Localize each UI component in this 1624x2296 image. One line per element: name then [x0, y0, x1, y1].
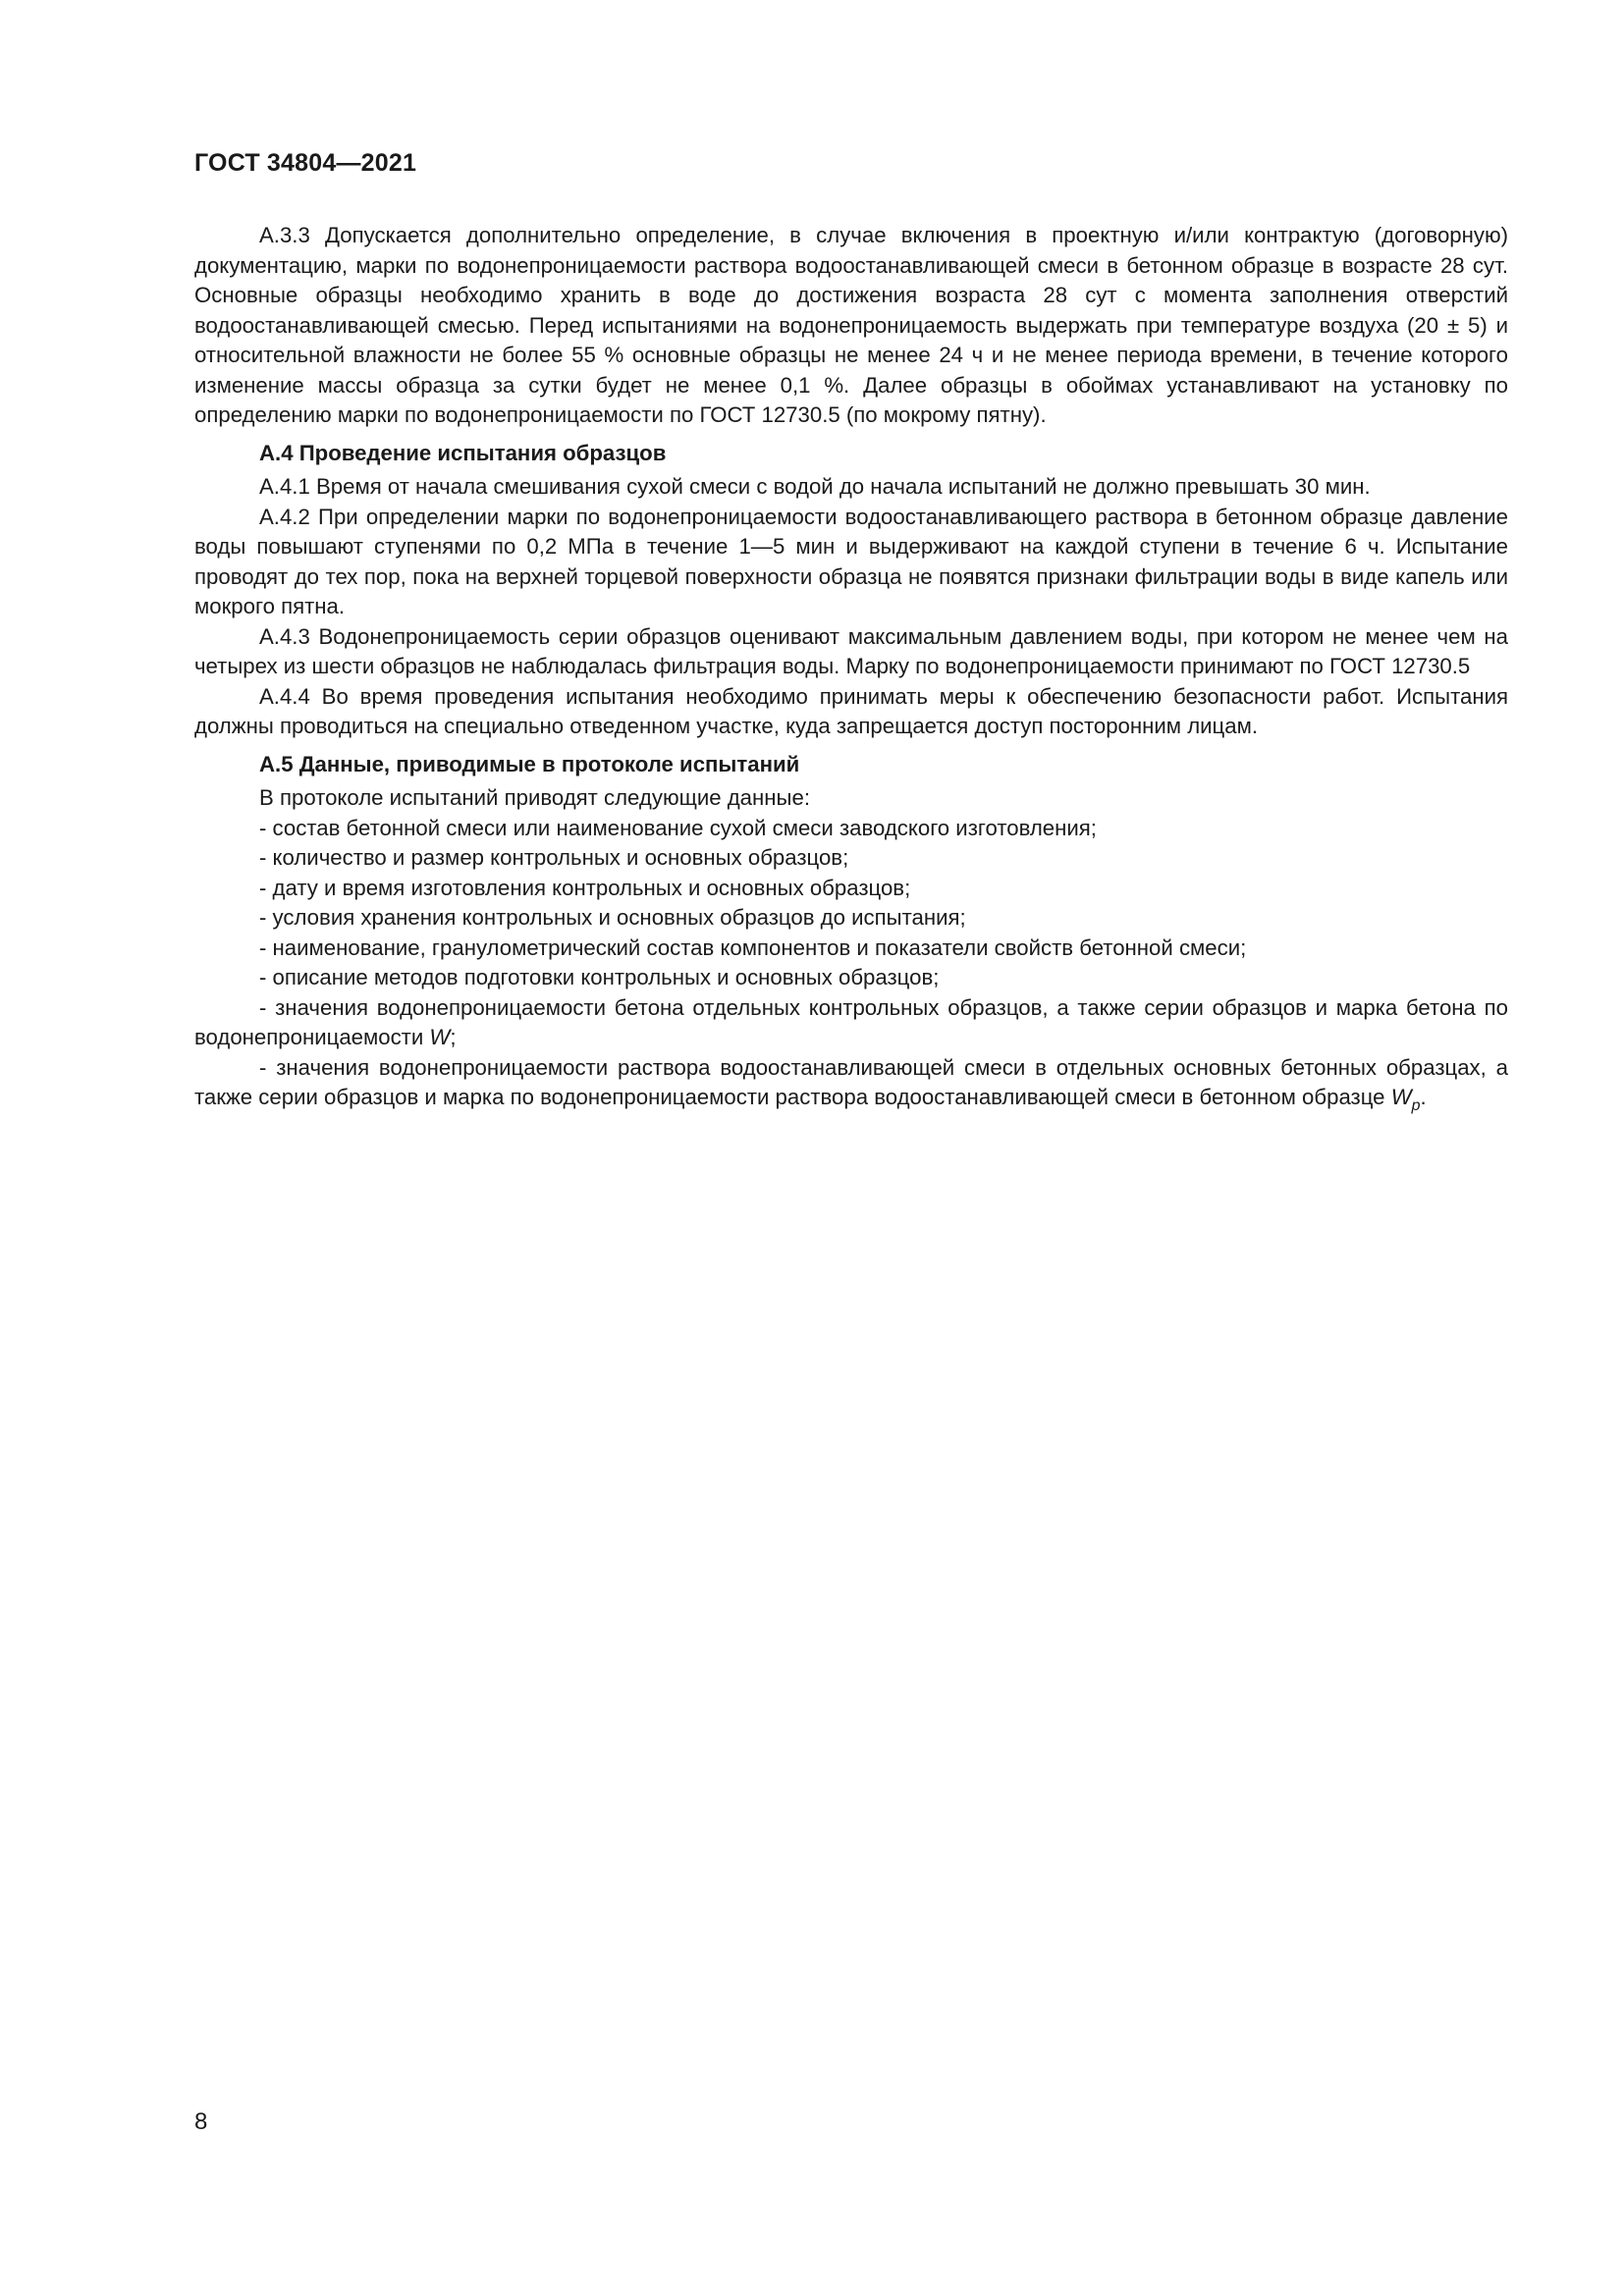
symbol-w: W [429, 1025, 451, 1049]
symbol-subscript-p: р [1411, 1097, 1421, 1114]
list-intro: В протоколе испытаний приводят следующие данные: [259, 785, 810, 810]
paragraph-a33: А.3.3 Допускается дополнительно определение, в случае включения в проектную и/или контрактую (договорную) документацию, марки по водонепроницаемости раствора водоостанавливающей смеси в бетонном образце в возрасте 28 сут. Основные образцы необходимо хранить в воде до достижения возраста 28 сут с момента заполнения отверстий водоостанавливающей смесью. Перед испытаниями на водонепроницаемость выдержать при температуре воздуха (20 ± 5) и относительной влажности не более 55 % основные образцы не менее 24 ч и не менее периода времени, в течение которого изменение массы образца за сутки будет не менее 0,1 %. Далее образцы в обоймах устанавливают на установку по определению марки по водонепроницаемости по ГОСТ 12730.5 (по мокрому пятну). [194, 223, 1508, 427]
list-item [194, 993, 1508, 1053]
document-header: ГОСТ 34804—2021 [194, 149, 417, 177]
paragraph-a44: А.4.4 Во время проведения испытания необходимо принимать меры к обеспечению безопасности работ. Испытания должны проводиться на специально отведенном участке, куда запрещается доступ посторонним лицам. [194, 683, 1508, 738]
section-heading-a5: А.5 Данные, приводимые в протоколе испытаний [259, 751, 800, 776]
list-item-text: - значения водонепроницаемости раствора водоостанавливающей смеси в отдельных основных бетонных образцах, а также серии образцов и марка по водонепроницаемости раствора водоостанавливающей смеси в бетонном образце [194, 1054, 1508, 1109]
list-item: - описание методов подготовки контрольных и основных образцов; [259, 965, 940, 989]
list-item-tail: . [1420, 1085, 1427, 1109]
paragraph-a41: А.4.1 Время от начала смешивания сухой смеси с водой до начала испытаний не должно превышать 30 мин. [259, 474, 1371, 499]
list-item: - количество и размер контрольных и основных образцов; [259, 845, 849, 870]
paragraph-a42: А.4.2 При определении марки по водонепроницаемости водоостанавливающего раствора в бетонном образце давление воды повышают ступенями по 0,2 МПа в течение 1—5 мин и выдерживают на каждой ступени в течение 6 ч. Испытание проводят до тех пор, пока на верхней торцевой поверхности образца не появятся признаки фильтрации воды в виде капель или мокрого пятна. [194, 504, 1508, 618]
list-item-tail: ; [450, 1025, 457, 1049]
list-item: - дату и время изготовления контрольных и основных образцов; [259, 875, 911, 900]
section-heading-a4: А.4 Проведение испытания образцов [259, 440, 667, 465]
list-item [194, 1053, 1508, 1113]
page-number: 8 [194, 2109, 208, 2135]
list-item: - условия хранения контрольных и основных образцов до испытания; [259, 905, 966, 930]
list-item: - состав бетонной смеси или наименование сухой смеси заводского изготовления; [259, 815, 1097, 840]
symbol-w: W [1390, 1085, 1412, 1109]
list-item-text: - значения водонепроницаемости бетона отдельных контрольных образцов, а также серии образцов и марка бетона по водонепроницаемости [194, 994, 1508, 1049]
list-item: - наименование, гранулометрический состав компонентов и показатели свойств бетонной смеси; [259, 934, 1247, 960]
paragraph-a43: А.4.3 Водонепроницаемость серии образцов оценивают максимальным давлением воды, при котором не менее чем на четырех из шести образцов не наблюдалась фильтрация воды. Марку по водонепроницаемости принимают по ГОСТ 12730.5 [194, 623, 1508, 678]
document-body [194, 221, 1508, 1113]
